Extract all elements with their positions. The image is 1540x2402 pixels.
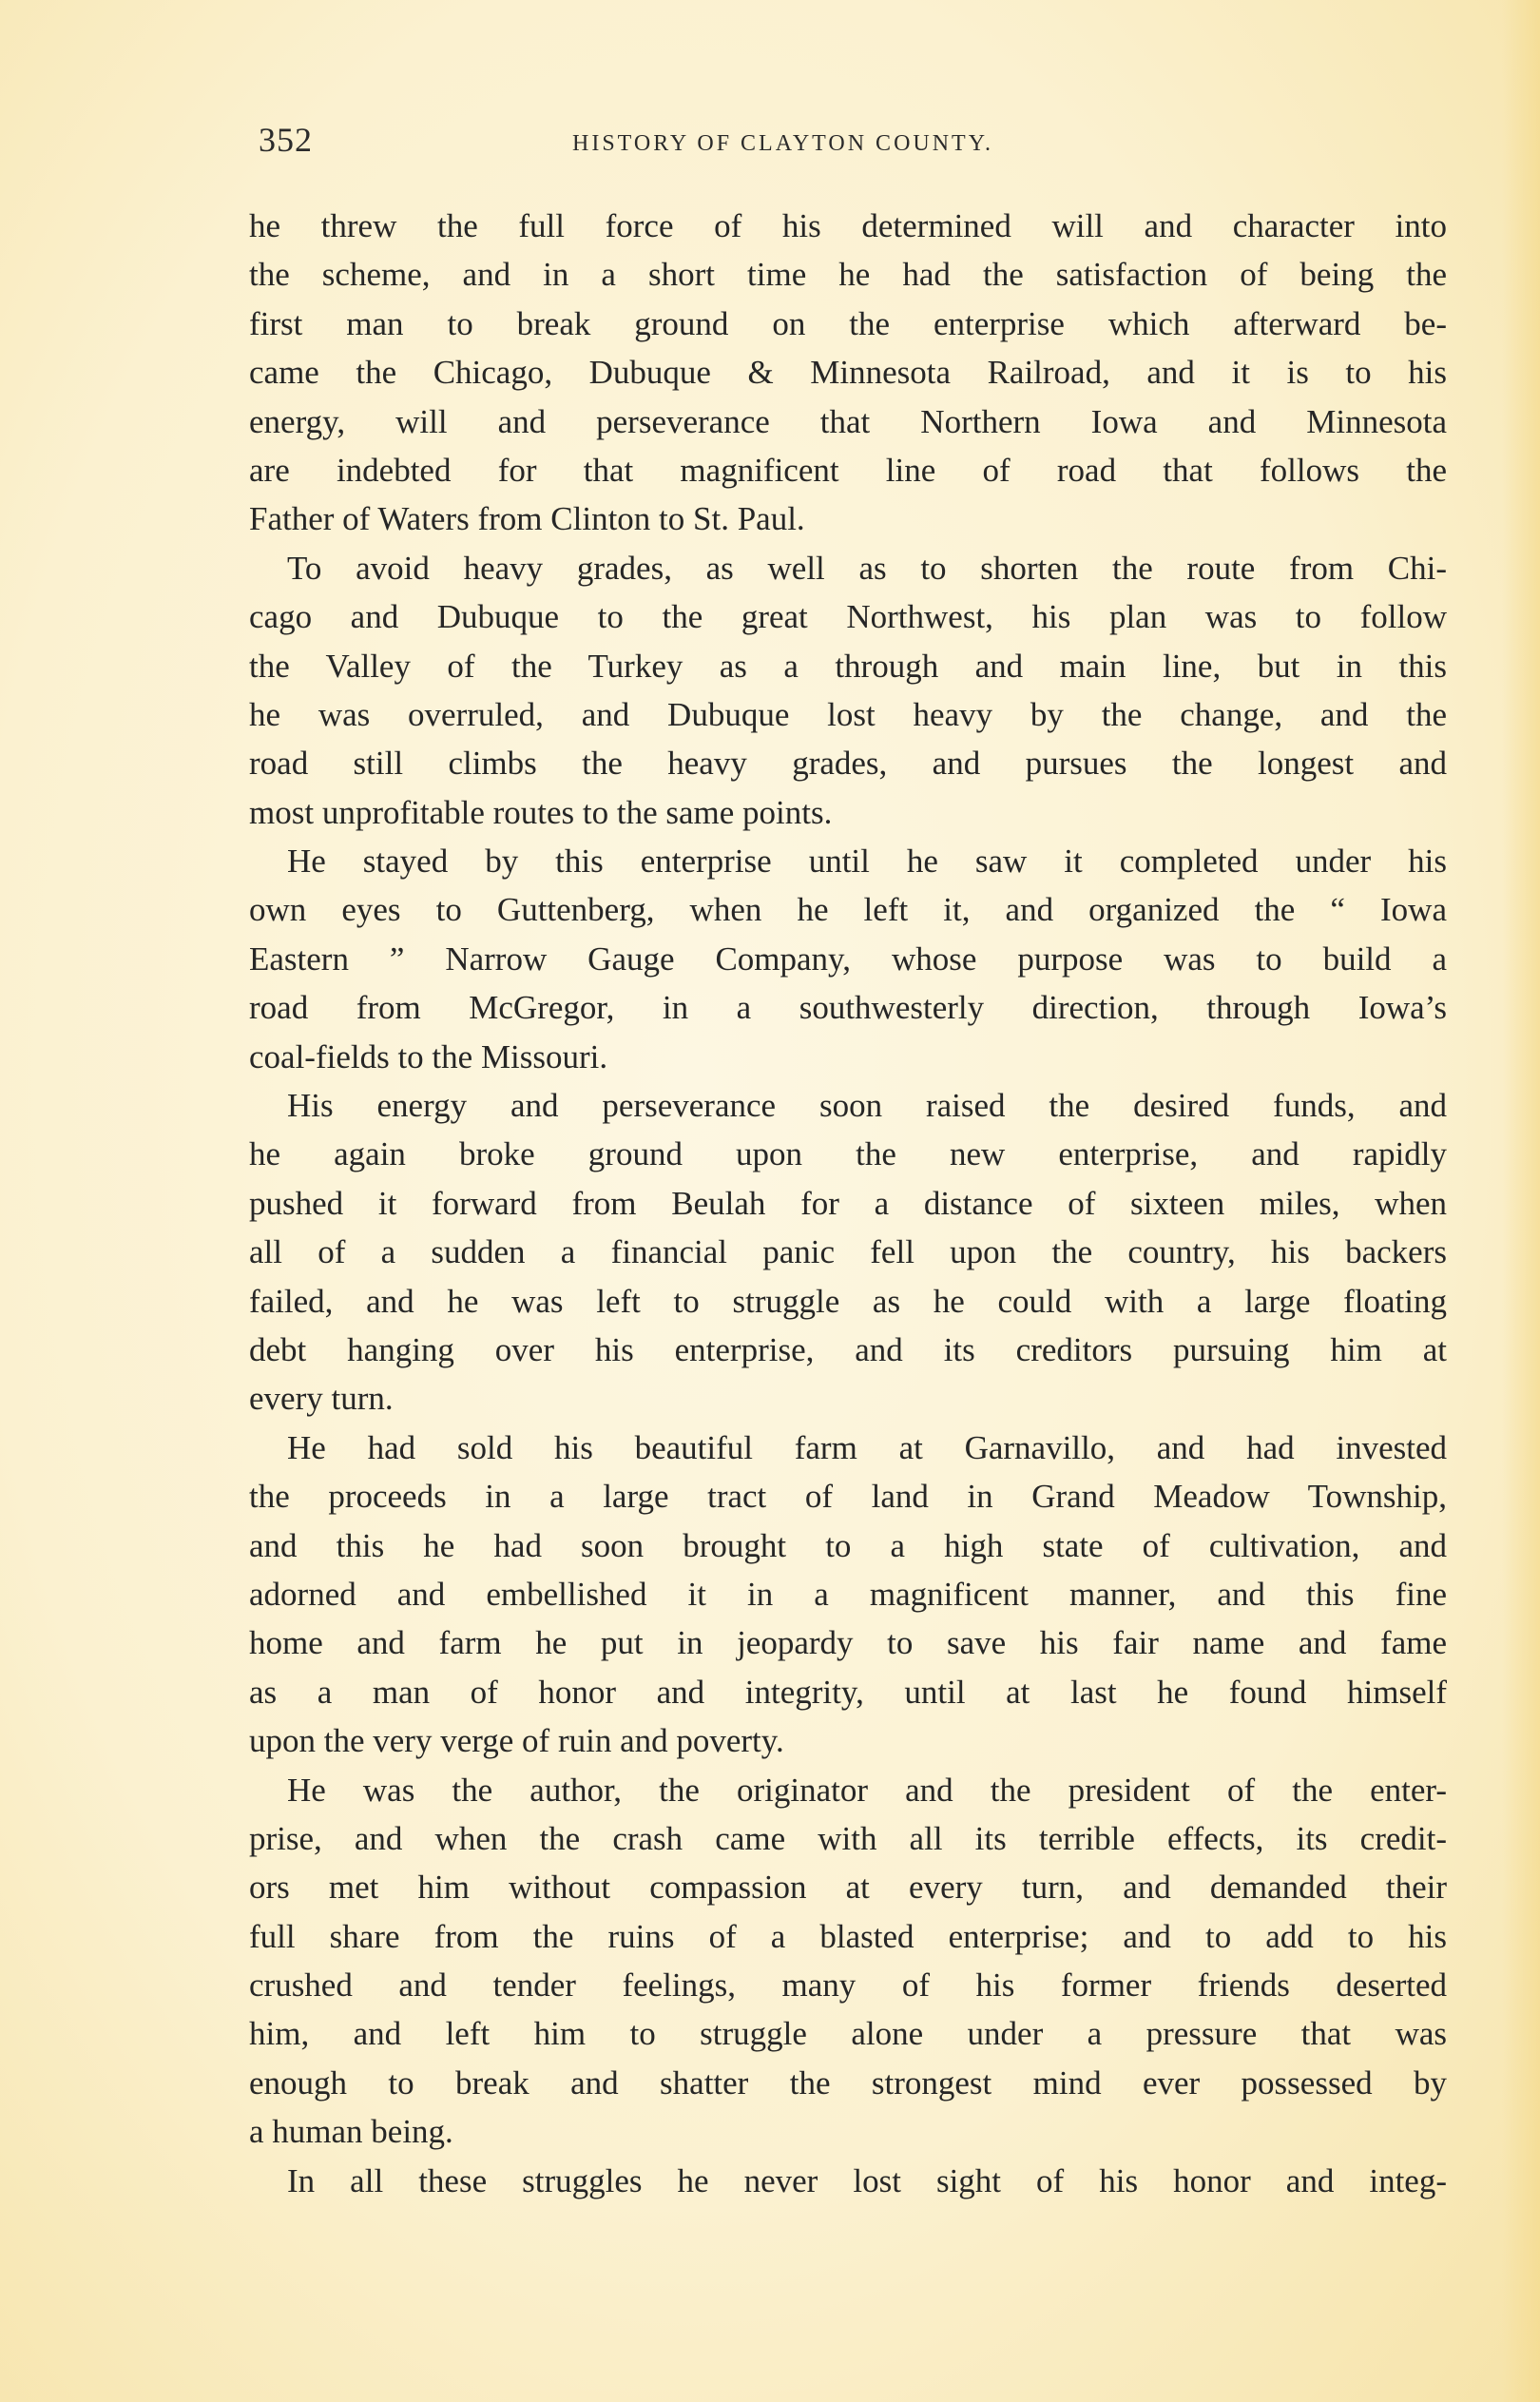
text-line: ors met him without compassion at every turn, and demanded their [249, 1869, 1447, 1907]
text-line: failed, and he was left to struggle as he could with a large floating [249, 1282, 1447, 1320]
text-line: He had sold his beautiful farm at Garnavillo, and had invested [287, 1428, 1447, 1466]
text-line: he was overruled, and Dubuque lost heavy by the change, and the [249, 695, 1447, 733]
paragraph [249, 1081, 1447, 1424]
text-line: all of a sudden a financial panic fell upon the country, his backers [249, 1233, 1447, 1271]
text-line: own eyes to Guttenberg, when he left it, and organized the “ Iowa [249, 891, 1447, 929]
text-line: he threw the full force of his determined will and character into [249, 207, 1447, 244]
text-line: adorned and embellished it in a magnificent manner, and this fine [249, 1575, 1447, 1613]
text-line: the proceeds in a large tract of land in Grand Meadow Township, [249, 1478, 1447, 1516]
text-line: most unprofitable routes to the same points. [249, 793, 833, 831]
text-line: him, and left him to struggle alone under a pressure that was [249, 2015, 1447, 2053]
text-line: crushed and tender feelings, many of his former friends deserted [249, 1966, 1447, 2005]
text-line: To avoid heavy grades, as well as to shorten the route from Chi- [287, 549, 1447, 587]
paragraph [249, 202, 1447, 544]
paragraph [249, 1766, 1447, 2157]
paragraph [249, 2157, 1447, 2205]
text-line: He stayed by this enterprise until he saw it completed under his [287, 843, 1447, 881]
text-line: Eastern ” Narrow Gauge Company, whose purpose was to build a [249, 939, 1447, 978]
text-line: he again broke ground upon the new enterprise, and rapidly [249, 1135, 1447, 1173]
text-line: debt hanging over his enterprise, and its creditors pursuing him at [249, 1330, 1447, 1368]
text-line: came the Chicago, Dubuque & Minnesota Railroad, and it is to his [249, 354, 1447, 392]
text-line: coal-fields to the Missouri. [249, 1037, 608, 1075]
text-line: home and farm he put in jeopardy to save his fair name and fame [249, 1624, 1447, 1662]
page-edge-shading [1502, 0, 1540, 2402]
text-line: prise, and when the crash came with all its terrible effects, its credit- [249, 1819, 1447, 1857]
text-line: road from McGregor, in a southwesterly direction, through Iowa’s [249, 989, 1447, 1027]
text-line: a human being. [249, 2113, 453, 2151]
text-line: and this he had soon brought to a high state of cultivation, and [249, 1526, 1447, 1564]
running-head [259, 120, 1101, 173]
page-number: 352 [259, 121, 313, 159]
text-line: as a man of honor and integrity, until at last he found himself [249, 1673, 1447, 1711]
paragraph [249, 837, 1447, 1081]
running-title: HISTORY OF CLAYTON COUNTY. [572, 131, 993, 156]
text-line: upon the very verge of ruin and poverty. [249, 1722, 784, 1760]
text-line: Father of Waters from Clinton to St. Paul. [249, 500, 805, 538]
text-line: full share from the ruins of a blasted enterprise; and to add to his [249, 1917, 1447, 1955]
text-line: road still climbs the heavy grades, and pursues the longest and [249, 745, 1447, 783]
body-text [249, 202, 1447, 2205]
text-line: In all these struggles he never lost sight of his honor and integ- [287, 2161, 1447, 2199]
text-line: His energy and perseverance soon raised the desired funds, and [287, 1087, 1447, 1125]
text-line: first man to break ground on the enterprise which afterward be- [249, 304, 1447, 342]
paragraph [249, 544, 1447, 837]
text-line: every turn. [249, 1380, 394, 1418]
text-line: enough to break and shatter the strongest mind ever possessed by [249, 2063, 1447, 2102]
text-line: pushed it forward from Beulah for a distance of sixteen miles, when [249, 1184, 1447, 1222]
text-line: cago and Dubuque to the great Northwest, his plan was to follow [249, 598, 1447, 636]
text-line: are indebted for that magnificent line of road that follows the [249, 451, 1447, 489]
paragraph [249, 1424, 1447, 1766]
text-line: the Valley of the Turkey as a through and main line, but in this [249, 647, 1447, 685]
text-line: He was the author, the originator and the president of the enter- [287, 1771, 1447, 1809]
text-line: the scheme, and in a short time he had the satisfaction of being the [249, 256, 1447, 294]
text-line: energy, will and perseverance that Northern Iowa and Minnesota [249, 402, 1447, 440]
